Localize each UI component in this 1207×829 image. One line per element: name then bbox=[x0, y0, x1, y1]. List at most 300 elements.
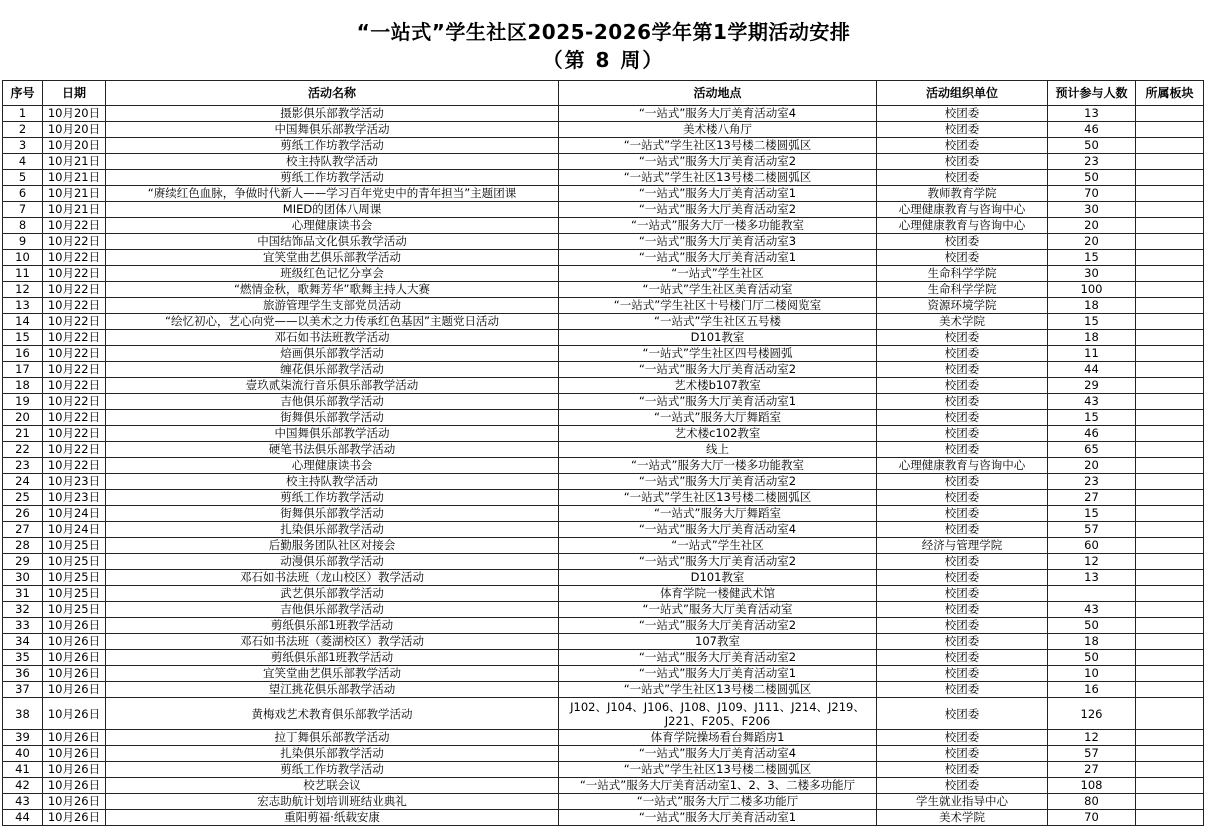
cell-date[interactable]: 10月26日 bbox=[43, 778, 106, 794]
cell-organizer[interactable]: 校团委 bbox=[877, 666, 1048, 682]
cell-location[interactable]: “一站式”服务大厅美育活动室4 bbox=[559, 522, 877, 538]
header-section[interactable]: 所属板块 bbox=[1136, 81, 1204, 106]
cell-expected-participants[interactable]: 18 bbox=[1048, 330, 1136, 346]
cell-location[interactable]: “一站式”服务大厅美育活动室1 bbox=[559, 250, 877, 266]
cell-organizer[interactable]: 校团委 bbox=[877, 154, 1048, 170]
cell-section[interactable] bbox=[1136, 138, 1204, 154]
cell-expected-participants[interactable]: 15 bbox=[1048, 314, 1136, 330]
cell-activity-name[interactable]: 剪纸工作坊教学活动 bbox=[106, 762, 559, 778]
cell-location[interactable]: 体育学院一楼健武术馆 bbox=[559, 586, 877, 602]
cell-index[interactable]: 32 bbox=[3, 602, 43, 618]
cell-date[interactable]: 10月25日 bbox=[43, 538, 106, 554]
cell-activity-name[interactable]: 吉他俱乐部教学活动 bbox=[106, 394, 559, 410]
cell-section[interactable] bbox=[1136, 650, 1204, 666]
cell-activity-name[interactable]: 校主持队教学活动 bbox=[106, 474, 559, 490]
cell-organizer[interactable]: 校团委 bbox=[877, 522, 1048, 538]
cell-organizer[interactable]: 美术学院 bbox=[877, 314, 1048, 330]
cell-date[interactable]: 10月24日 bbox=[43, 506, 106, 522]
cell-location[interactable]: D101教室 bbox=[559, 570, 877, 586]
cell-organizer[interactable]: 校团委 bbox=[877, 490, 1048, 506]
header-date[interactable]: 日期 bbox=[43, 81, 106, 106]
cell-date[interactable]: 10月26日 bbox=[43, 618, 106, 634]
cell-expected-participants[interactable]: 57 bbox=[1048, 522, 1136, 538]
cell-organizer[interactable]: 校团委 bbox=[877, 778, 1048, 794]
header-expected-participants[interactable]: 预计参与人数 bbox=[1048, 81, 1136, 106]
cell-location[interactable]: “一站式”服务大厅美育活动室1、2、3、二楼多功能厅 bbox=[559, 778, 877, 794]
cell-organizer[interactable]: 学生就业指导中心 bbox=[877, 794, 1048, 810]
cell-organizer[interactable]: 校团委 bbox=[877, 426, 1048, 442]
cell-location[interactable]: 体育学院操场看台舞蹈房1 bbox=[559, 730, 877, 746]
cell-organizer[interactable]: 校团委 bbox=[877, 634, 1048, 650]
cell-section[interactable] bbox=[1136, 186, 1204, 202]
cell-index[interactable]: 22 bbox=[3, 442, 43, 458]
cell-location[interactable]: 107教室 bbox=[559, 634, 877, 650]
cell-index[interactable]: 4 bbox=[3, 154, 43, 170]
cell-activity-name[interactable]: 街舞俱乐部教学活动 bbox=[106, 410, 559, 426]
cell-organizer[interactable]: 生命科学学院 bbox=[877, 266, 1048, 282]
cell-section[interactable] bbox=[1136, 122, 1204, 138]
cell-index[interactable]: 5 bbox=[3, 170, 43, 186]
cell-activity-name[interactable]: 宏志助航计划培训班结业典礼 bbox=[106, 794, 559, 810]
cell-location[interactable]: D101教室 bbox=[559, 330, 877, 346]
cell-expected-participants[interactable]: 65 bbox=[1048, 442, 1136, 458]
cell-location[interactable]: “一站式”服务大厅美育活动室2 bbox=[559, 554, 877, 570]
cell-expected-participants[interactable] bbox=[1048, 586, 1136, 602]
cell-organizer[interactable]: 校团委 bbox=[877, 570, 1048, 586]
cell-section[interactable] bbox=[1136, 618, 1204, 634]
cell-activity-name[interactable]: 扎染俱乐部教学活动 bbox=[106, 522, 559, 538]
cell-expected-participants[interactable]: 10 bbox=[1048, 666, 1136, 682]
cell-section[interactable] bbox=[1136, 730, 1204, 746]
cell-organizer[interactable]: 校团委 bbox=[877, 394, 1048, 410]
cell-activity-name[interactable]: 拉丁舞俱乐部教学活动 bbox=[106, 730, 559, 746]
cell-index[interactable]: 40 bbox=[3, 746, 43, 762]
cell-date[interactable]: 10月26日 bbox=[43, 666, 106, 682]
cell-section[interactable] bbox=[1136, 298, 1204, 314]
cell-organizer[interactable]: 校团委 bbox=[877, 650, 1048, 666]
cell-date[interactable]: 10月22日 bbox=[43, 458, 106, 474]
cell-expected-participants[interactable]: 18 bbox=[1048, 298, 1136, 314]
cell-date[interactable]: 10月22日 bbox=[43, 330, 106, 346]
cell-activity-name[interactable]: 邓石如书法班教学活动 bbox=[106, 330, 559, 346]
cell-location[interactable]: “一站式”服务大厅一楼多功能教室 bbox=[559, 218, 877, 234]
cell-activity-name[interactable]: 邓石如书法班（龙山校区）教学活动 bbox=[106, 570, 559, 586]
cell-index[interactable]: 23 bbox=[3, 458, 43, 474]
cell-date[interactable]: 10月20日 bbox=[43, 138, 106, 154]
cell-date[interactable]: 10月22日 bbox=[43, 346, 106, 362]
cell-organizer[interactable]: 生命科学学院 bbox=[877, 282, 1048, 298]
cell-index[interactable]: 31 bbox=[3, 586, 43, 602]
cell-activity-name[interactable]: 吉他俱乐部教学活动 bbox=[106, 602, 559, 618]
cell-location[interactable]: “一站式”服务大厅美育活动室3 bbox=[559, 234, 877, 250]
cell-section[interactable] bbox=[1136, 586, 1204, 602]
cell-expected-participants[interactable]: 100 bbox=[1048, 282, 1136, 298]
cell-date[interactable]: 10月22日 bbox=[43, 426, 106, 442]
cell-expected-participants[interactable]: 50 bbox=[1048, 170, 1136, 186]
cell-date[interactable]: 10月22日 bbox=[43, 266, 106, 282]
cell-section[interactable] bbox=[1136, 746, 1204, 762]
cell-location[interactable]: “一站式”服务大厅舞蹈室 bbox=[559, 410, 877, 426]
cell-organizer[interactable]: 校团委 bbox=[877, 698, 1048, 730]
cell-date[interactable]: 10月26日 bbox=[43, 730, 106, 746]
cell-section[interactable] bbox=[1136, 506, 1204, 522]
cell-location[interactable]: “一站式”学生社区 bbox=[559, 266, 877, 282]
cell-index[interactable]: 18 bbox=[3, 378, 43, 394]
cell-activity-name[interactable]: 缠花俱乐部教学活动 bbox=[106, 362, 559, 378]
cell-activity-name[interactable]: 焙画俱乐部教学活动 bbox=[106, 346, 559, 362]
cell-expected-participants[interactable]: 15 bbox=[1048, 250, 1136, 266]
cell-section[interactable] bbox=[1136, 570, 1204, 586]
header-index[interactable]: 序号 bbox=[3, 81, 43, 106]
cell-location[interactable]: “一站式”学生社区 bbox=[559, 538, 877, 554]
cell-section[interactable] bbox=[1136, 490, 1204, 506]
cell-location[interactable]: “一站式”服务大厅美育活动室2 bbox=[559, 154, 877, 170]
cell-activity-name[interactable]: 街舞俱乐部教学活动 bbox=[106, 506, 559, 522]
cell-activity-name[interactable]: 剪纸俱乐部1班教学活动 bbox=[106, 650, 559, 666]
cell-section[interactable] bbox=[1136, 266, 1204, 282]
cell-expected-participants[interactable]: 23 bbox=[1048, 474, 1136, 490]
cell-date[interactable]: 10月22日 bbox=[43, 442, 106, 458]
cell-activity-name[interactable]: 剪纸工作坊教学活动 bbox=[106, 170, 559, 186]
cell-index[interactable]: 35 bbox=[3, 650, 43, 666]
cell-location[interactable]: “一站式”服务大厅二楼多功能厅 bbox=[559, 794, 877, 810]
cell-date[interactable]: 10月24日 bbox=[43, 522, 106, 538]
cell-activity-name[interactable]: 校主持队教学活动 bbox=[106, 154, 559, 170]
cell-activity-name[interactable]: 心理健康读书会 bbox=[106, 458, 559, 474]
cell-expected-participants[interactable]: 30 bbox=[1048, 266, 1136, 282]
cell-date[interactable]: 10月26日 bbox=[43, 746, 106, 762]
cell-expected-participants[interactable]: 12 bbox=[1048, 730, 1136, 746]
cell-date[interactable]: 10月26日 bbox=[43, 650, 106, 666]
cell-expected-participants[interactable]: 57 bbox=[1048, 746, 1136, 762]
cell-activity-name[interactable]: 班级红色记忆分享会 bbox=[106, 266, 559, 282]
cell-expected-participants[interactable]: 13 bbox=[1048, 106, 1136, 122]
cell-activity-name[interactable]: 后勤服务团队社区对接会 bbox=[106, 538, 559, 554]
cell-organizer[interactable]: 校团委 bbox=[877, 474, 1048, 490]
cell-section[interactable] bbox=[1136, 250, 1204, 266]
cell-section[interactable] bbox=[1136, 602, 1204, 618]
cell-section[interactable] bbox=[1136, 762, 1204, 778]
cell-activity-name[interactable]: 扎染俱乐部教学活动 bbox=[106, 746, 559, 762]
cell-date[interactable]: 10月22日 bbox=[43, 282, 106, 298]
cell-activity-name[interactable]: 重阳剪福·纸载安康 bbox=[106, 810, 559, 826]
cell-date[interactable]: 10月25日 bbox=[43, 602, 106, 618]
cell-index[interactable]: 7 bbox=[3, 202, 43, 218]
cell-date[interactable]: 10月23日 bbox=[43, 474, 106, 490]
cell-location[interactable]: “一站式”学生社区13号楼二楼圆弧区 bbox=[559, 138, 877, 154]
cell-section[interactable] bbox=[1136, 538, 1204, 554]
cell-activity-name[interactable]: 剪纸工作坊教学活动 bbox=[106, 138, 559, 154]
cell-date[interactable]: 10月22日 bbox=[43, 218, 106, 234]
cell-expected-participants[interactable]: 12 bbox=[1048, 554, 1136, 570]
cell-section[interactable] bbox=[1136, 794, 1204, 810]
cell-date[interactable]: 10月26日 bbox=[43, 762, 106, 778]
cell-expected-participants[interactable]: 80 bbox=[1048, 794, 1136, 810]
cell-index[interactable]: 33 bbox=[3, 618, 43, 634]
cell-section[interactable] bbox=[1136, 394, 1204, 410]
cell-index[interactable]: 14 bbox=[3, 314, 43, 330]
cell-date[interactable]: 10月26日 bbox=[43, 698, 106, 730]
cell-organizer[interactable]: 校团委 bbox=[877, 138, 1048, 154]
cell-section[interactable] bbox=[1136, 330, 1204, 346]
cell-location[interactable]: J102、J104、J106、J108、J109、J111、J214、J219、J221、F205、F206 bbox=[559, 698, 877, 730]
cell-section[interactable] bbox=[1136, 442, 1204, 458]
cell-expected-participants[interactable]: 23 bbox=[1048, 154, 1136, 170]
cell-location[interactable]: “一站式”学生社区13号楼二楼圆弧区 bbox=[559, 762, 877, 778]
cell-index[interactable]: 2 bbox=[3, 122, 43, 138]
cell-organizer[interactable]: 心理健康教育与咨询中心 bbox=[877, 458, 1048, 474]
cell-expected-participants[interactable]: 70 bbox=[1048, 186, 1136, 202]
cell-organizer[interactable]: 校团委 bbox=[877, 506, 1048, 522]
cell-activity-name[interactable]: 剪纸工作坊教学活动 bbox=[106, 490, 559, 506]
cell-section[interactable] bbox=[1136, 682, 1204, 698]
cell-index[interactable]: 44 bbox=[3, 810, 43, 826]
cell-date[interactable]: 10月22日 bbox=[43, 298, 106, 314]
cell-expected-participants[interactable]: 15 bbox=[1048, 506, 1136, 522]
cell-section[interactable] bbox=[1136, 474, 1204, 490]
cell-activity-name[interactable]: MIED的团体八周课 bbox=[106, 202, 559, 218]
cell-index[interactable]: 37 bbox=[3, 682, 43, 698]
cell-location[interactable]: 艺术楼c102教室 bbox=[559, 426, 877, 442]
cell-section[interactable] bbox=[1136, 426, 1204, 442]
cell-index[interactable]: 34 bbox=[3, 634, 43, 650]
cell-location[interactable]: “一站式”服务大厅美育活动室2 bbox=[559, 202, 877, 218]
cell-organizer[interactable]: 校团委 bbox=[877, 410, 1048, 426]
cell-expected-participants[interactable]: 60 bbox=[1048, 538, 1136, 554]
cell-organizer[interactable]: 美术学院 bbox=[877, 810, 1048, 826]
cell-date[interactable]: 10月26日 bbox=[43, 634, 106, 650]
cell-organizer[interactable]: 校团委 bbox=[877, 330, 1048, 346]
cell-location[interactable]: “一站式”服务大厅美育活动室 bbox=[559, 602, 877, 618]
cell-section[interactable] bbox=[1136, 314, 1204, 330]
cell-expected-participants[interactable]: 20 bbox=[1048, 218, 1136, 234]
cell-index[interactable]: 27 bbox=[3, 522, 43, 538]
cell-index[interactable]: 24 bbox=[3, 474, 43, 490]
cell-location[interactable]: “一站式”学生社区美育活动室 bbox=[559, 282, 877, 298]
cell-location[interactable]: “一站式”服务大厅美育活动室1 bbox=[559, 394, 877, 410]
cell-date[interactable]: 10月22日 bbox=[43, 362, 106, 378]
cell-date[interactable]: 10月23日 bbox=[43, 490, 106, 506]
cell-organizer[interactable]: 校团委 bbox=[877, 602, 1048, 618]
cell-activity-name[interactable]: “燃情金秋，歌舞芳华”歌舞主持人大赛 bbox=[106, 282, 559, 298]
cell-expected-participants[interactable]: 29 bbox=[1048, 378, 1136, 394]
cell-date[interactable]: 10月22日 bbox=[43, 378, 106, 394]
cell-location[interactable]: “一站式”服务大厅美育活动室1 bbox=[559, 186, 877, 202]
cell-section[interactable] bbox=[1136, 554, 1204, 570]
cell-organizer[interactable]: 校团委 bbox=[877, 346, 1048, 362]
cell-date[interactable]: 10月22日 bbox=[43, 250, 106, 266]
cell-expected-participants[interactable]: 20 bbox=[1048, 458, 1136, 474]
cell-activity-name[interactable]: 望江挑花俱乐部教学活动 bbox=[106, 682, 559, 698]
cell-section[interactable] bbox=[1136, 154, 1204, 170]
cell-activity-name[interactable]: 中国舞俱乐部教学活动 bbox=[106, 122, 559, 138]
cell-location[interactable]: “一站式”学生社区13号楼二楼圆弧区 bbox=[559, 170, 877, 186]
cell-expected-participants[interactable]: 50 bbox=[1048, 138, 1136, 154]
cell-organizer[interactable]: 教师教育学院 bbox=[877, 186, 1048, 202]
cell-organizer[interactable]: 校团委 bbox=[877, 554, 1048, 570]
cell-location[interactable]: “一站式”学生社区五号楼 bbox=[559, 314, 877, 330]
cell-organizer[interactable]: 校团委 bbox=[877, 362, 1048, 378]
cell-index[interactable]: 17 bbox=[3, 362, 43, 378]
cell-expected-participants[interactable]: 70 bbox=[1048, 810, 1136, 826]
cell-date[interactable]: 10月26日 bbox=[43, 810, 106, 826]
cell-organizer[interactable]: 校团委 bbox=[877, 762, 1048, 778]
cell-index[interactable]: 10 bbox=[3, 250, 43, 266]
cell-date[interactable]: 10月26日 bbox=[43, 682, 106, 698]
cell-location[interactable]: “一站式”学生社区十号楼门厅二楼阅览室 bbox=[559, 298, 877, 314]
cell-index[interactable]: 36 bbox=[3, 666, 43, 682]
cell-expected-participants[interactable]: 16 bbox=[1048, 682, 1136, 698]
cell-expected-participants[interactable]: 50 bbox=[1048, 650, 1136, 666]
cell-activity-name[interactable]: 宜笑堂曲艺俱乐部教学活动 bbox=[106, 666, 559, 682]
cell-index[interactable]: 26 bbox=[3, 506, 43, 522]
cell-expected-participants[interactable]: 15 bbox=[1048, 410, 1136, 426]
cell-date[interactable]: 10月21日 bbox=[43, 154, 106, 170]
cell-location[interactable]: “一站式”服务大厅美育活动室2 bbox=[559, 362, 877, 378]
cell-index[interactable]: 19 bbox=[3, 394, 43, 410]
cell-date[interactable]: 10月22日 bbox=[43, 410, 106, 426]
cell-section[interactable] bbox=[1136, 170, 1204, 186]
cell-section[interactable] bbox=[1136, 234, 1204, 250]
cell-expected-participants[interactable]: 27 bbox=[1048, 490, 1136, 506]
cell-activity-name[interactable]: 摄影俱乐部教学活动 bbox=[106, 106, 559, 122]
cell-index[interactable]: 3 bbox=[3, 138, 43, 154]
cell-section[interactable] bbox=[1136, 106, 1204, 122]
header-organizer[interactable]: 活动组织单位 bbox=[877, 81, 1048, 106]
cell-section[interactable] bbox=[1136, 698, 1204, 730]
cell-index[interactable]: 20 bbox=[3, 410, 43, 426]
cell-activity-name[interactable]: 邓石如书法班（菱湖校区）教学活动 bbox=[106, 634, 559, 650]
cell-organizer[interactable]: 心理健康教育与咨询中心 bbox=[877, 202, 1048, 218]
cell-expected-participants[interactable]: 126 bbox=[1048, 698, 1136, 730]
cell-expected-participants[interactable]: 43 bbox=[1048, 602, 1136, 618]
cell-organizer[interactable]: 校团委 bbox=[877, 106, 1048, 122]
cell-location[interactable]: “一站式”服务大厅美育活动室4 bbox=[559, 746, 877, 762]
cell-index[interactable]: 9 bbox=[3, 234, 43, 250]
cell-section[interactable] bbox=[1136, 218, 1204, 234]
cell-expected-participants[interactable]: 27 bbox=[1048, 762, 1136, 778]
cell-organizer[interactable]: 校团委 bbox=[877, 234, 1048, 250]
cell-date[interactable]: 10月25日 bbox=[43, 570, 106, 586]
cell-index[interactable]: 16 bbox=[3, 346, 43, 362]
cell-date[interactable]: 10月22日 bbox=[43, 394, 106, 410]
cell-activity-name[interactable]: 武艺俱乐部教学活动 bbox=[106, 586, 559, 602]
cell-location[interactable]: “一站式”服务大厅美育活动室2 bbox=[559, 618, 877, 634]
cell-index[interactable]: 30 bbox=[3, 570, 43, 586]
cell-section[interactable] bbox=[1136, 666, 1204, 682]
cell-organizer[interactable]: 校团委 bbox=[877, 250, 1048, 266]
cell-date[interactable]: 10月25日 bbox=[43, 586, 106, 602]
cell-activity-name[interactable]: 黄梅戏艺术教育俱乐部教学活动 bbox=[106, 698, 559, 730]
cell-index[interactable]: 1 bbox=[3, 106, 43, 122]
cell-organizer[interactable]: 校团委 bbox=[877, 170, 1048, 186]
cell-location[interactable]: 美术楼八角厅 bbox=[559, 122, 877, 138]
cell-date[interactable]: 10月21日 bbox=[43, 170, 106, 186]
cell-activity-name[interactable]: 剪纸俱乐部1班教学活动 bbox=[106, 618, 559, 634]
cell-section[interactable] bbox=[1136, 458, 1204, 474]
cell-activity-name[interactable]: 壹玖贰柒流行音乐俱乐部教学活动 bbox=[106, 378, 559, 394]
cell-section[interactable] bbox=[1136, 346, 1204, 362]
cell-expected-participants[interactable]: 20 bbox=[1048, 234, 1136, 250]
cell-activity-name[interactable]: 动漫俱乐部教学活动 bbox=[106, 554, 559, 570]
cell-location[interactable]: “一站式”服务大厅一楼多功能教室 bbox=[559, 458, 877, 474]
cell-expected-participants[interactable]: 30 bbox=[1048, 202, 1136, 218]
cell-location[interactable]: “一站式”学生社区13号楼二楼圆弧区 bbox=[559, 682, 877, 698]
cell-index[interactable]: 42 bbox=[3, 778, 43, 794]
cell-index[interactable]: 25 bbox=[3, 490, 43, 506]
header-location[interactable]: 活动地点 bbox=[559, 81, 877, 106]
cell-organizer[interactable]: 校团委 bbox=[877, 378, 1048, 394]
cell-location[interactable]: “一站式”服务大厅美育活动室4 bbox=[559, 106, 877, 122]
cell-section[interactable] bbox=[1136, 202, 1204, 218]
cell-organizer[interactable]: 校团委 bbox=[877, 586, 1048, 602]
cell-date[interactable]: 10月21日 bbox=[43, 202, 106, 218]
cell-section[interactable] bbox=[1136, 634, 1204, 650]
cell-date[interactable]: 10月20日 bbox=[43, 106, 106, 122]
cell-section[interactable] bbox=[1136, 522, 1204, 538]
cell-index[interactable]: 8 bbox=[3, 218, 43, 234]
cell-organizer[interactable]: 资源环境学院 bbox=[877, 298, 1048, 314]
cell-location[interactable]: 线上 bbox=[559, 442, 877, 458]
cell-organizer[interactable]: 校团委 bbox=[877, 730, 1048, 746]
cell-organizer[interactable]: 经济与管理学院 bbox=[877, 538, 1048, 554]
cell-index[interactable]: 38 bbox=[3, 698, 43, 730]
cell-activity-name[interactable]: 中国舞俱乐部教学活动 bbox=[106, 426, 559, 442]
cell-expected-participants[interactable]: 43 bbox=[1048, 394, 1136, 410]
cell-expected-participants[interactable]: 46 bbox=[1048, 122, 1136, 138]
cell-index[interactable]: 43 bbox=[3, 794, 43, 810]
cell-section[interactable] bbox=[1136, 282, 1204, 298]
cell-index[interactable]: 29 bbox=[3, 554, 43, 570]
cell-organizer[interactable]: 校团委 bbox=[877, 746, 1048, 762]
cell-index[interactable]: 15 bbox=[3, 330, 43, 346]
cell-activity-name[interactable]: “绘忆初心，艺心向党——以美术之力传承红色基因”主题党日活动 bbox=[106, 314, 559, 330]
cell-date[interactable]: 10月22日 bbox=[43, 234, 106, 250]
cell-location[interactable]: “一站式”服务大厅美育活动室2 bbox=[559, 650, 877, 666]
cell-location[interactable]: 艺术楼b107教室 bbox=[559, 378, 877, 394]
cell-location[interactable]: “一站式”服务大厅美育活动室1 bbox=[559, 666, 877, 682]
cell-date[interactable]: 10月26日 bbox=[43, 794, 106, 810]
cell-index[interactable]: 11 bbox=[3, 266, 43, 282]
cell-organizer[interactable]: 校团委 bbox=[877, 442, 1048, 458]
cell-section[interactable] bbox=[1136, 362, 1204, 378]
cell-date[interactable]: 10月22日 bbox=[43, 314, 106, 330]
cell-index[interactable]: 41 bbox=[3, 762, 43, 778]
cell-date[interactable]: 10月20日 bbox=[43, 122, 106, 138]
cell-location[interactable]: “一站式”学生社区四号楼圆弧 bbox=[559, 346, 877, 362]
cell-activity-name[interactable]: 宜笑堂曲艺俱乐部教学活动 bbox=[106, 250, 559, 266]
cell-section[interactable] bbox=[1136, 778, 1204, 794]
cell-organizer[interactable]: 心理健康教育与咨询中心 bbox=[877, 218, 1048, 234]
cell-expected-participants[interactable]: 18 bbox=[1048, 634, 1136, 650]
cell-date[interactable]: 10月21日 bbox=[43, 186, 106, 202]
cell-date[interactable]: 10月25日 bbox=[43, 554, 106, 570]
cell-activity-name[interactable]: 校艺联会议 bbox=[106, 778, 559, 794]
cell-location[interactable]: “一站式”学生社区13号楼二楼圆弧区 bbox=[559, 490, 877, 506]
cell-activity-name[interactable]: 旅游管理学生支部党员活动 bbox=[106, 298, 559, 314]
cell-section[interactable] bbox=[1136, 410, 1204, 426]
cell-expected-participants[interactable]: 108 bbox=[1048, 778, 1136, 794]
cell-section[interactable] bbox=[1136, 378, 1204, 394]
cell-expected-participants[interactable]: 46 bbox=[1048, 426, 1136, 442]
cell-expected-participants[interactable]: 13 bbox=[1048, 570, 1136, 586]
cell-location[interactable]: “一站式”服务大厅舞蹈室 bbox=[559, 506, 877, 522]
cell-index[interactable]: 12 bbox=[3, 282, 43, 298]
cell-organizer[interactable]: 校团委 bbox=[877, 618, 1048, 634]
cell-location[interactable]: “一站式”服务大厅美育活动室1 bbox=[559, 810, 877, 826]
cell-organizer[interactable]: 校团委 bbox=[877, 122, 1048, 138]
cell-index[interactable]: 21 bbox=[3, 426, 43, 442]
